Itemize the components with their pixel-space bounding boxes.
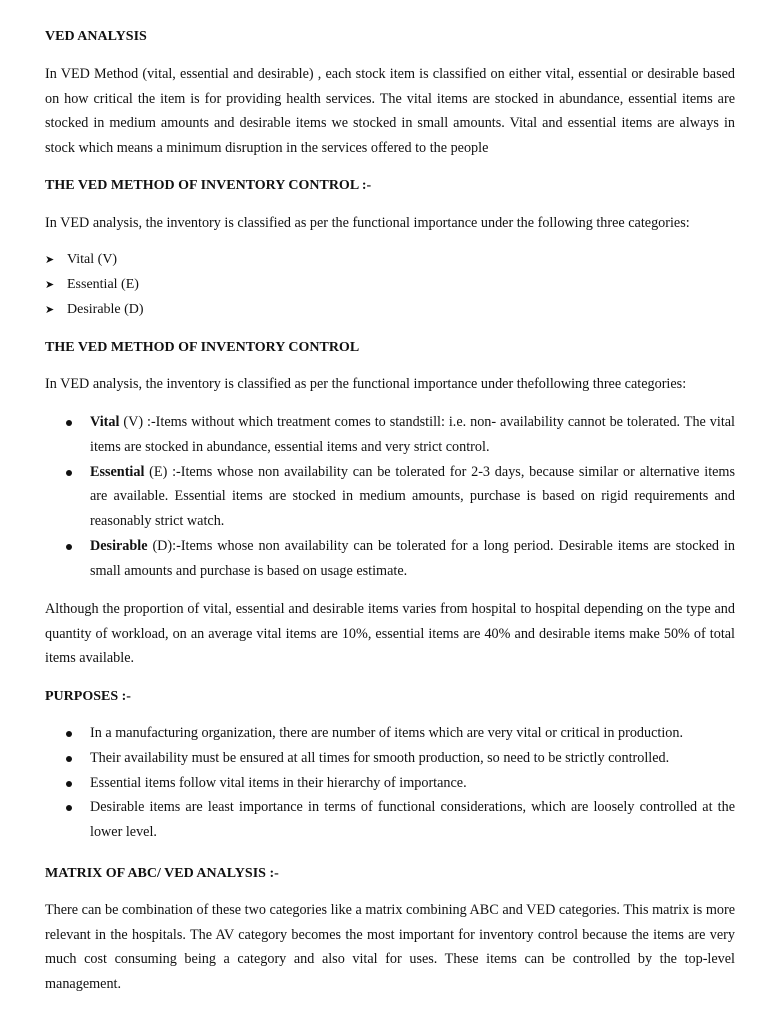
- list-item-text: (E) :-Items whose non availability can be tolerated for 2-3 days, because similar or alternative items are available. Essential items are stocked in medium amounts, purchase is based on rigid requirements and reasonably strict watch.: [90, 463, 735, 530]
- list-item-label: Vital (V): [67, 251, 118, 267]
- matrix-paragraph: There can be combination of these two categories like a matrix combining ABC and VED categories. This matrix is more relevant in the hospitals. The AV category becomes the most important for inventory control because the items are very much cost consuming being a category and also vital for uses. These items can be controlled by the top-level management.: [45, 902, 735, 992]
- category-arrow-list: [45, 247, 735, 322]
- list-item-label: Desirable (D): [67, 301, 144, 317]
- list-item: [45, 721, 735, 746]
- matrix-heading: MATRIX OF ABC/ VED ANALYSIS :-: [45, 866, 279, 881]
- list-item-term: Vital: [90, 414, 120, 430]
- arrow-bullet-icon: ➤: [45, 279, 55, 291]
- list-item: [45, 460, 735, 534]
- list-item-label: Essential (E): [67, 276, 139, 292]
- bullet-icon: [66, 731, 72, 737]
- list-item-text: Their availability must be ensured at all times for smooth production, so need to be strictly controlled.: [90, 749, 670, 766]
- list-item: [45, 297, 735, 322]
- list-item: [45, 410, 735, 460]
- list-item-text: Desirable items are least importance in terms of functional considerations, which are loosely controlled at the lower level.: [90, 799, 735, 841]
- list-item: [45, 746, 735, 771]
- bullet-icon: [66, 781, 72, 787]
- intro-paragraph: In VED Method (vital, essential and desirable) , each stock item is classified on either vital, essential or desirable based on how critical the item is for providing health services. The vital items are stocked in abundance, essential items are stocked in medium amounts and desirable items we stocked in small amounts. Vital and essential items are always in stock which means a minimum disruption in the services offered to the people: [45, 66, 735, 156]
- bullet-icon: [66, 544, 72, 550]
- category-bullet-list: [45, 410, 735, 584]
- bullet-icon: [66, 470, 72, 476]
- list-item-term: Essential: [90, 463, 145, 480]
- bullet-icon: [66, 805, 72, 811]
- document-title: VED ANALYSIS: [45, 29, 147, 44]
- list-item: [45, 272, 735, 297]
- purposes-bullet-list: [45, 721, 735, 845]
- arrow-bullet-icon: ➤: [45, 254, 55, 266]
- arrow-bullet-icon: ➤: [45, 304, 55, 316]
- list-item-text: (V) :-Items without which treatment comes to standstill: i.e. non- availability cannot be tolerated. The vital items are stocked in abundance, essential items and very strict control.: [90, 414, 735, 455]
- section1-heading: THE VED METHOD OF INVENTORY CONTROL :-: [45, 178, 372, 193]
- section2-heading: THE VED METHOD OF INVENTORY CONTROL: [45, 340, 360, 355]
- list-item: [45, 771, 735, 796]
- list-item-term: Desirable: [90, 537, 148, 554]
- list-item-text: In a manufacturing organization, there are number of items which are very vital or critical in production.: [90, 725, 684, 741]
- section2-text: In VED analysis, the inventory is classified as per the functional importance under thefollowing three categories:: [45, 376, 687, 392]
- section1-text: In VED analysis, the inventory is classified as per the functional importance under the following three categories:: [45, 215, 690, 231]
- list-item: [45, 795, 735, 845]
- list-item: [45, 247, 735, 272]
- proportion-paragraph: Although the proportion of vital, essential and desirable items varies from hospital to hospital depending on the type and quantity of workload, on an average vital items are 10%, essential items are 40% and desirable items make 50% of total items available.: [45, 601, 735, 667]
- bullet-icon: [66, 420, 72, 426]
- purposes-heading: PURPOSES :-: [45, 689, 131, 704]
- list-item-text: (D):-Items whose non availability can be tolerated for a long period. Desirable items are stocked in small amounts and purchase is based on usage estimate.: [90, 537, 735, 579]
- list-item: [45, 534, 735, 584]
- list-item-text: Essential items follow vital items in their hierarchy of importance.: [90, 774, 467, 791]
- bullet-icon: [66, 756, 72, 762]
